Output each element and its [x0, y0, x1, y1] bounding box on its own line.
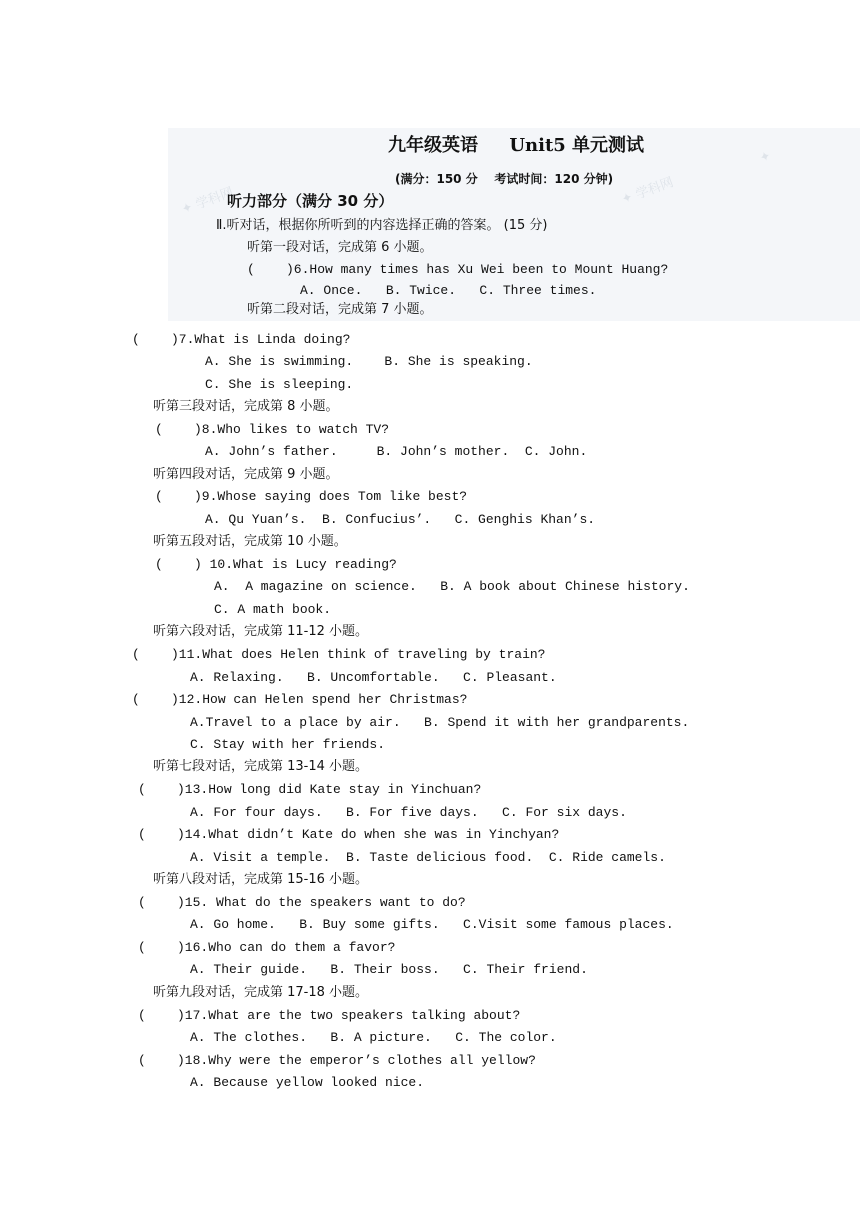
watermark: ✦ 学科网 [619, 175, 676, 208]
question-15: ( )15. What do the speakers want to do? [138, 895, 466, 910]
page-title: 九年级英语 Unit5 单元测试 [388, 135, 645, 156]
dialogue-heading: 听第八段对话，完成第 15-16 小题。 [153, 872, 369, 887]
options-10: A. A magazine on science. B. A book about Chinese history. [214, 579, 690, 594]
dialogue-heading: 听第五段对话，完成第 10 小题。 [153, 534, 347, 549]
options-12: A.Travel to a place by air. B. Spend it with her grandparents. [190, 715, 690, 730]
options-12-c: C. Stay with her friends. [190, 737, 386, 752]
options-17: A. The clothes. B. A picture. C. The color. [190, 1030, 557, 1045]
question-18: ( )18.Why were the emperor’s clothes all yellow? [138, 1053, 536, 1068]
question-9: ( )9.Whose saying does Tom like best? [155, 489, 468, 504]
question-10: ( ) 10.What is Lucy reading? [155, 557, 397, 572]
instruction: Ⅱ.听对话，根据你所听到的内容选择正确的答案。 (15 分) [216, 218, 548, 233]
page-subtitle: (满分：150 分 考试时间：120 分钟) [395, 172, 614, 186]
watermark: ✦ [757, 148, 774, 167]
options-9: A. Qu Yuan’s. B. Confucius’. C. Genghis Khan’s. [205, 512, 596, 527]
dialogue-heading: 听第一段对话，完成第 6 小题。 [247, 240, 433, 255]
options-10-c: C. A math book. [214, 602, 332, 617]
question-14: ( )14.What didn’t Kate do when she was in Yinchyan? [138, 827, 560, 842]
watermark: ✦ 学科网 [179, 185, 236, 218]
options-15: A. Go home. B. Buy some gifts. C.Visit some famous places. [190, 917, 674, 932]
options-13: A. For four days. B. For five days. C. For six days. [190, 805, 627, 820]
question-17: ( )17.What are the two speakers talking about? [138, 1008, 521, 1023]
dialogue-heading: 听第二段对话，完成第 7 小题。 [247, 302, 433, 317]
question-6: ( )6.How many times has Xu Wei been to Mount Huang? [247, 262, 669, 277]
options-16: A. Their guide. B. Their boss. C. Their friend. [190, 962, 588, 977]
options-7: A. She is swimming. B. She is speaking. [205, 354, 533, 369]
options-14: A. Visit a temple. B. Taste delicious food. C. Ride camels. [190, 850, 666, 865]
options-6: A. Once. B. Twice. C. Three times. [300, 283, 597, 298]
options-7-c: C. She is sleeping. [205, 377, 354, 392]
dialogue-heading: 听第四段对话，完成第 9 小题。 [153, 467, 339, 482]
options-8: A. John’s father. B. John’s mother. C. John. [205, 444, 588, 459]
dialogue-heading: 听第三段对话，完成第 8 小题。 [153, 399, 339, 414]
question-11: ( )11.What does Helen think of traveling by train? [132, 647, 546, 662]
dialogue-heading: 听第七段对话，完成第 13-14 小题。 [153, 759, 369, 774]
question-7: ( )7.What is Linda doing? [132, 332, 351, 347]
question-13: ( )13.How long did Kate stay in Yinchuan? [138, 782, 482, 797]
options-11: A. Relaxing. B. Uncomfortable. C. Pleasant. [190, 670, 557, 685]
question-12: ( )12.How can Helen spend her Christmas? [132, 692, 468, 707]
dialogue-heading: 听第九段对话，完成第 17-18 小题。 [153, 985, 369, 1000]
question-8: ( )8.Who likes to watch TV? [155, 422, 390, 437]
options-18: A. Because yellow looked nice. [190, 1075, 425, 1090]
dialogue-heading: 听第六段对话，完成第 11-12 小题。 [153, 624, 369, 639]
section-heading: 听力部分（满分 30 分） [227, 192, 394, 210]
question-16: ( )16.Who can do them a favor? [138, 940, 396, 955]
